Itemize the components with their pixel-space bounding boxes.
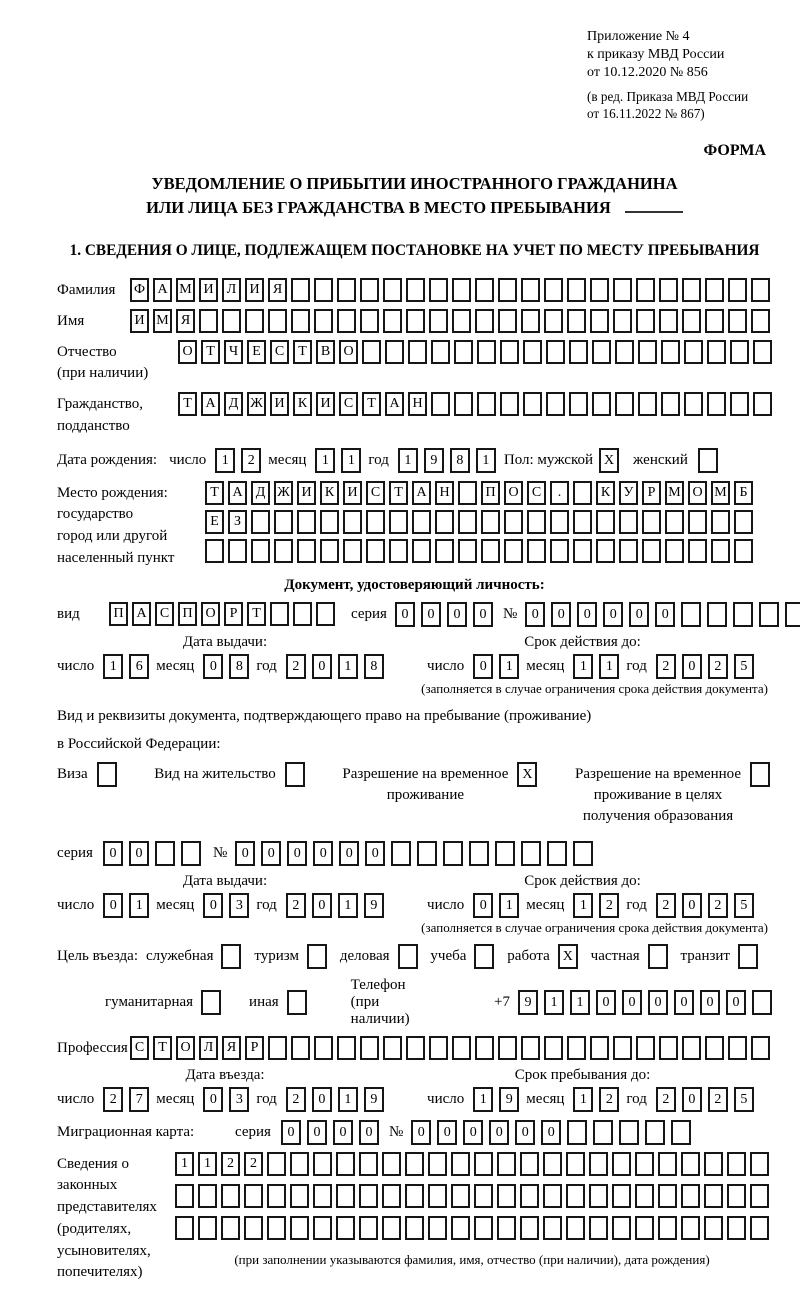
migration-series-boxes[interactable]: 0 0 0 0 — [281, 1120, 379, 1145]
doc-issue-date-group: число 1 6 месяц 0 8 год 2 0 1 8 — [57, 654, 393, 679]
doc-issue-year-boxes[interactable]: 2 0 1 8 — [286, 654, 384, 679]
appendix-line: Приложение № 4 — [587, 29, 690, 44]
purpose-option-label: туризм — [254, 947, 299, 964]
birth-date-label: Дата рождения: — [57, 451, 158, 468]
appendix-line: от 10.12.2020 № 856 — [587, 65, 708, 81]
expiry-date-title: Срок действия до: — [524, 872, 641, 889]
identity-doc-header: Документ, удостоверяющий личность: — [284, 576, 545, 593]
visa-label: Виза — [57, 765, 88, 782]
birth-month-boxes[interactable]: 1 1 — [315, 448, 361, 473]
doc-series-boxes[interactable]: 0 0 0 0 — [395, 602, 493, 627]
phone-prefix: +7 — [494, 993, 510, 1010]
legal-reps-note: (при заполнении указываются фамилия, имя, отчество (при наличии), дата рождения) — [234, 1251, 710, 1267]
birth-year-boxes[interactable]: 1 9 8 1 — [398, 448, 496, 473]
identity-doc-date-headers — [57, 634, 772, 651]
residence-doc-intro1: Вид и реквизиты документа, подтверждающего право на пребывание (проживание) — [57, 707, 592, 724]
birth-date-group — [169, 448, 496, 473]
sex-male-checkbox[interactable]: X — [599, 448, 619, 473]
doc-issue-day-boxes[interactable]: 1 6 — [103, 654, 149, 679]
surname-label: Фамилия — [57, 281, 116, 298]
visit-purpose-row2 — [105, 977, 772, 1028]
visa-checkbox[interactable] — [97, 762, 117, 787]
doc-expiry-year-boxes[interactable]: 2 0 2 5 — [656, 654, 754, 679]
appendix-header — [587, 28, 772, 122]
residence-number-boxes[interactable]: 0 0 0 0 0 0 — [235, 841, 593, 866]
temp-permit-label: Разрешение на временное проживание — [342, 765, 509, 803]
birth-place-boxes-line3[interactable] — [205, 539, 753, 563]
citizenship-boxes[interactable]: Т А Д Ж И К И С Т А Н — [178, 392, 772, 416]
purpose-work-checkbox[interactable]: X — [558, 944, 578, 969]
sex-female-checkbox[interactable] — [698, 448, 718, 473]
purpose-humanitarian-checkbox[interactable] — [201, 990, 221, 1015]
purpose-option-label: деловая — [339, 947, 390, 964]
doc-expiry-note: (заполняется в случае ограничения срока действия документа) — [421, 680, 768, 696]
visit-purpose-row — [57, 944, 758, 969]
residence-permit-label: Вид на жительство — [154, 765, 276, 782]
form-title-line2: ИЛИ ЛИЦА БЕЗ ГРАЖДАНСТВА В МЕСТО ПРЕБЫВАНИЯ — [146, 197, 611, 217]
doc-series-label: серия — [351, 605, 387, 622]
sex-female-label: женский — [633, 451, 688, 468]
legal-reps-boxes-line2[interactable] — [175, 1184, 769, 1208]
purpose-label: Цель въезда: — [57, 947, 138, 964]
doc-kind-label: вид — [57, 605, 80, 622]
patronymic-boxes[interactable]: О Т Ч Е С Т В О — [178, 340, 772, 364]
purpose-option-label: транзит — [680, 947, 730, 964]
stay-until-title: Срок пребывания до: — [514, 1066, 651, 1083]
migration-number-label: № — [388, 1123, 404, 1140]
legal-reps-boxes-line1[interactable]: 1 1 2 2 — [175, 1152, 769, 1176]
patronymic-label: Отчество (при наличии) — [57, 343, 149, 382]
citizenship-label: Гражданство, подданство — [57, 396, 144, 434]
year-label: год — [368, 451, 389, 468]
residence-doc-intro2: в Российской Федерации: — [57, 736, 221, 753]
purpose-option-label: гуманитарная — [105, 993, 194, 1010]
visa-option — [57, 762, 117, 787]
residence-issue-month-boxes[interactable]: 0 3 — [203, 893, 249, 918]
purpose-other-checkbox[interactable] — [287, 990, 307, 1015]
purpose-transit-checkbox[interactable] — [738, 944, 758, 969]
residence-permit-checkbox[interactable] — [285, 762, 305, 787]
migration-card-label: Миграционная карта: — [57, 1123, 195, 1140]
doc-issue-month-boxes[interactable]: 0 8 — [203, 654, 249, 679]
edu-permit-label: Разрешение на временное проживание в целях получения образования — [575, 765, 741, 824]
doc-number-label: № — [502, 605, 518, 622]
entry-date-title: Дата въезда: — [185, 1066, 265, 1083]
residence-number-label: № — [212, 844, 228, 861]
issue-date-title: Дата выдачи: — [182, 872, 268, 889]
birth-place-boxes-line2[interactable]: Е З — [205, 510, 753, 534]
residence-doc-date-headers — [57, 873, 772, 890]
doc-kind-boxes[interactable]: П А С П О Р Т — [109, 602, 335, 626]
forma-label: ФОРМА — [703, 141, 766, 159]
doc-expiry-day-boxes[interactable]: 0 1 — [473, 654, 519, 679]
temp-permit-option — [342, 762, 537, 806]
profession-label: Профессия — [57, 1039, 128, 1056]
residence-expiry-date-group: число 0 1 месяц 1 2 год 2 0 2 5 — [393, 893, 772, 918]
residence-expiry-year-boxes[interactable]: 2 0 2 5 — [656, 893, 754, 918]
residence-permit-option — [154, 762, 304, 787]
entry-date-group: число 2 7 месяц 0 3 год 2 0 1 9 — [57, 1087, 393, 1112]
residence-issue-date-group: число 0 1 месяц 0 3 год 2 0 1 9 — [57, 893, 393, 918]
issue-date-title: Дата выдачи: — [182, 633, 268, 650]
entry-date-headers — [57, 1067, 772, 1084]
section1-title: 1. СВЕДЕНИЯ О ЛИЦЕ, ПОДЛЕЖАЩЕМ ПОСТАНОВКЕ НА УЧЕТ ПО МЕСТУ ПРЕБЫВАНИЯ — [69, 241, 760, 259]
residence-expiry-day-boxes[interactable]: 0 1 — [473, 893, 519, 918]
birth-place-label: Место рождения: государство город или другой населенный пункт — [57, 484, 175, 566]
expiry-date-title: Срок действия до: — [524, 633, 641, 650]
birth-day-boxes[interactable]: 1 2 — [215, 448, 261, 473]
doc-expiry-date-group: число 0 1 месяц 1 1 год 2 0 2 5 — [393, 654, 772, 679]
edition-line: от 16.11.2022 № 867) — [587, 105, 705, 121]
legal-reps-boxes-line3[interactable] — [175, 1216, 769, 1240]
temp-permit-checkbox[interactable]: X — [517, 762, 537, 787]
appendix-line: к приказу МВД России — [587, 47, 725, 63]
residence-issue-year-boxes[interactable]: 2 0 1 9 — [286, 893, 384, 918]
residence-doc-options — [57, 762, 770, 827]
given-name-label: Имя — [57, 312, 85, 329]
purpose-tourism-checkbox[interactable] — [307, 944, 327, 969]
sex-male-label: Пол: мужской — [503, 451, 594, 468]
given-name-boxes[interactable]: И М Я — [130, 309, 770, 333]
purpose-business-checkbox[interactable] — [398, 944, 418, 969]
purpose-study-checkbox[interactable] — [474, 944, 494, 969]
residence-expiry-month-boxes[interactable]: 1 2 — [573, 893, 619, 918]
edition-line: (в ред. Приказа МВД России — [587, 88, 749, 104]
edu-permit-option — [575, 762, 770, 827]
doc-expiry-month-boxes[interactable]: 1 1 — [573, 654, 619, 679]
purpose-option-label: частная — [590, 947, 640, 964]
entry-month-boxes[interactable]: 0 3 — [203, 1087, 249, 1112]
residence-expiry-note: (заполняется в случае ограничения срока действия документа) — [421, 919, 768, 935]
purpose-option-label: служебная — [145, 947, 214, 964]
purpose-private-checkbox[interactable] — [648, 944, 668, 969]
entry-year-boxes[interactable]: 2 0 1 9 — [286, 1087, 384, 1112]
residence-series-label: серия — [57, 844, 93, 861]
form-title — [57, 172, 772, 220]
legal-reps-label: Сведения о законных представителях (родителях, усыновителях, попечителях) — [57, 1155, 157, 1281]
month-label: месяц — [268, 451, 307, 468]
purpose-option-label: работа — [507, 947, 550, 964]
birth-place-boxes-line1[interactable]: Т А Д Ж И К И С Т А Н П О С . К У Р М О М Б — [205, 481, 753, 505]
edu-permit-checkbox[interactable] — [750, 762, 770, 787]
profession-boxes[interactable]: С Т О Л Я Р — [130, 1036, 770, 1060]
residence-series-boxes[interactable]: 0 0 — [103, 841, 201, 866]
entry-day-boxes[interactable]: 2 7 — [103, 1087, 149, 1112]
stay-month-boxes[interactable]: 1 2 — [573, 1087, 619, 1112]
migration-number-boxes[interactable]: 0 0 0 0 0 0 — [411, 1120, 691, 1145]
surname-boxes[interactable]: Ф А М И Л И Я — [130, 278, 770, 302]
purpose-official-checkbox[interactable] — [221, 944, 241, 969]
form-title-line1: УВЕДОМЛЕНИЕ О ПРИБЫТИИ ИНОСТРАННОГО ГРАЖДАНИНА — [151, 173, 678, 193]
doc-number-boxes[interactable]: 0 0 0 0 0 0 — [525, 602, 800, 627]
purpose-option-label: иная — [249, 993, 279, 1010]
stay-until-date-group: число 1 9 месяц 1 2 год 2 0 2 5 — [393, 1087, 772, 1112]
residence-issue-day-boxes[interactable]: 0 1 — [103, 893, 149, 918]
migration-series-label: серия — [235, 1123, 271, 1140]
phone-boxes[interactable]: 9 1 1 0 0 0 0 0 0 — [518, 990, 772, 1015]
stay-day-boxes[interactable]: 1 9 — [473, 1087, 519, 1112]
stay-year-boxes[interactable]: 2 0 2 5 — [656, 1087, 754, 1112]
phone-label: Телефон (при наличии) — [350, 976, 410, 1027]
day-label: число — [169, 451, 207, 468]
blank-underline — [625, 211, 683, 213]
purpose-option-label: учеба — [430, 947, 467, 964]
